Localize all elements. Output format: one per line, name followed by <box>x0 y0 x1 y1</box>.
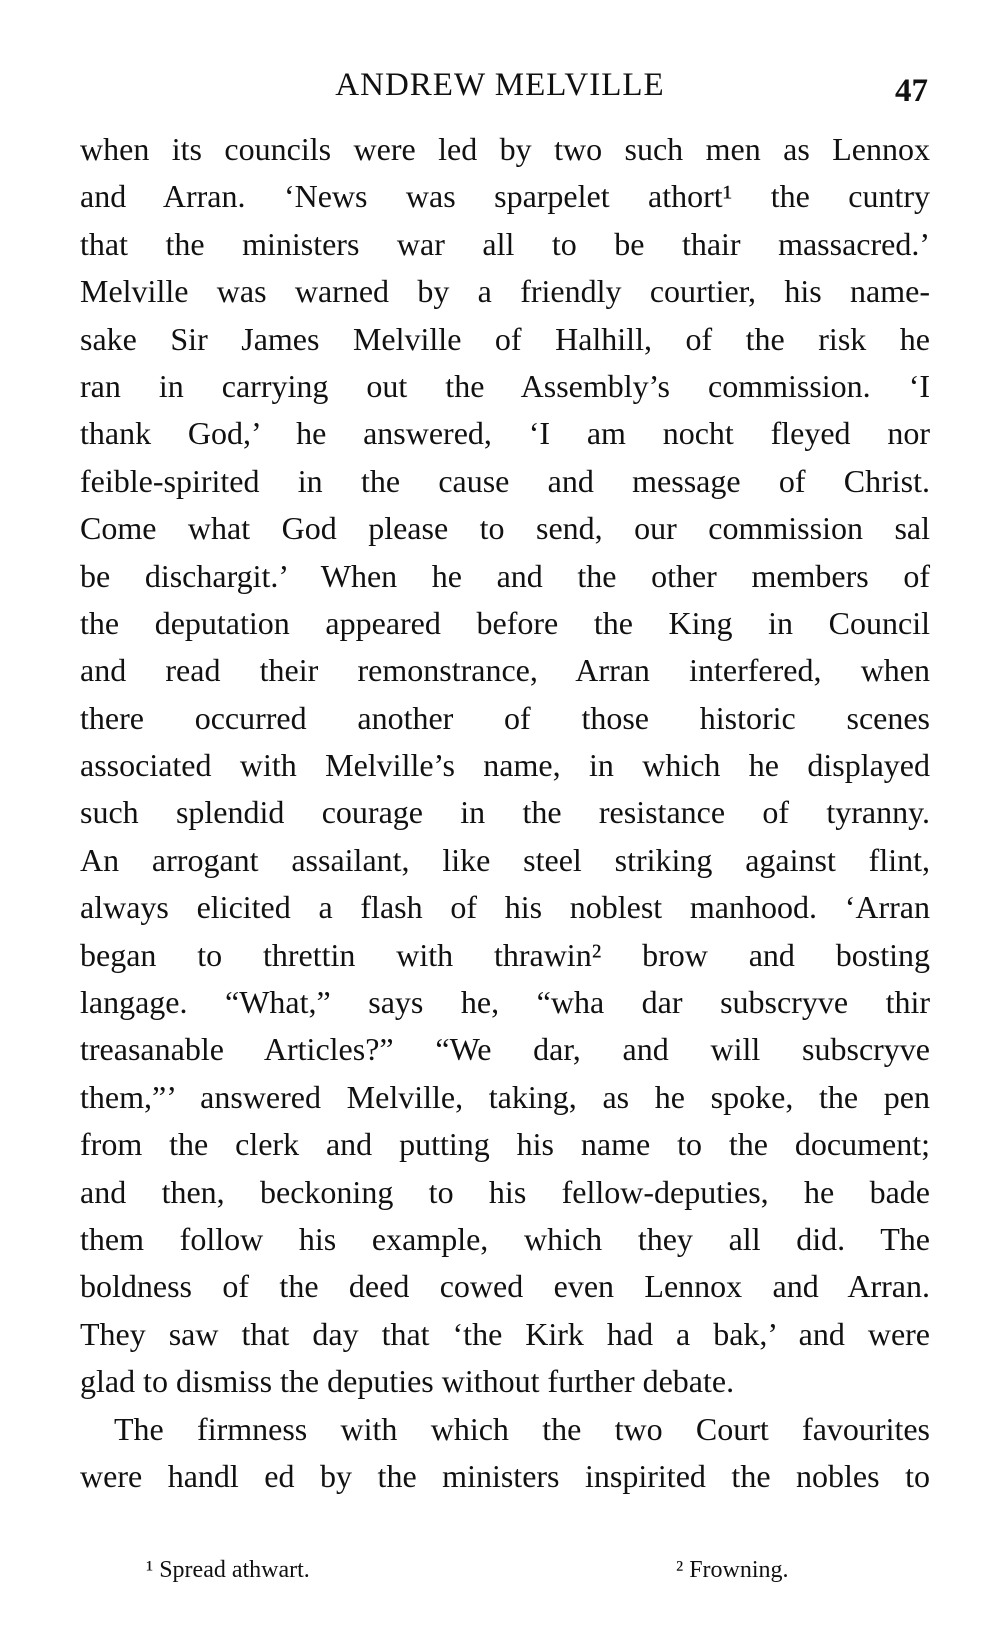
footnote-1: ¹ Spread athwart. <box>146 1557 310 1583</box>
text-line: were handl ed by the ministers inspirited the nobles to <box>80 1457 930 1494</box>
text-line: such splendid courage in the resistance of tyranny. <box>80 794 930 831</box>
text-line: sake Sir James Melville of Halhill, of the risk he <box>80 320 930 357</box>
text-line: the deputation appeared before the King in Council <box>80 604 930 641</box>
text-line: associated with Melville’s name, in which he displayed <box>80 747 930 784</box>
text-line: ran in carrying out the Assembly’s commission. ‘I <box>80 367 930 404</box>
text-line: when its councils were led by two such men as Lennox <box>80 131 930 167</box>
paragraph <box>80 126 930 1406</box>
text-line: them follow his example, which they all did. The <box>80 1220 930 1257</box>
footnotes <box>0 1550 1000 1590</box>
text-line: began to threttin with thrawin² brow and bosting <box>80 936 930 973</box>
page-number: 47 <box>895 73 928 109</box>
text-line: treasanable Articles?” “We dar, and will subscryve <box>80 1031 930 1068</box>
text-line: there occurred another of those historic scenes <box>80 699 930 736</box>
running-title: ANDREW MELVILLE <box>335 67 665 103</box>
footnote-2: ² Frowning. <box>676 1557 789 1583</box>
text-line: and read their remonstrance, Arran interfered, when <box>80 652 930 689</box>
text-line: feible-spirited in the cause and message of Christ. <box>80 462 930 499</box>
text-line: glad to dismiss the deputies without further debate. <box>80 1363 735 1400</box>
text-line: from the clerk and putting his name to the document; <box>80 1126 930 1163</box>
text-line: and Arran. ‘News was sparpelet athort¹ the cuntry <box>80 178 930 215</box>
text-line: be dischargit.’ When he and the other members of <box>80 557 930 594</box>
text-line: Melville was warned by a friendly courtier, his name- <box>80 273 930 310</box>
running-head <box>0 60 1000 110</box>
text-line: and then, beckoning to his fellow-deputies, he bade <box>80 1173 930 1210</box>
text-line: always elicited a flash of his noblest manhood. ‘Arran <box>80 889 930 926</box>
text-line: thank God,’ he answered, ‘I am nocht fleyed nor <box>80 415 930 452</box>
text-line: An arrogant assailant, like steel striking against flint, <box>80 841 930 878</box>
text-line: them,”’ answered Melville, taking, as he spoke, the pen <box>80 1078 930 1115</box>
text-line: The firmness with which the two Court favourites <box>114 1410 930 1447</box>
body-text <box>80 126 930 1500</box>
text-line: They saw that day that ‘the Kirk had a bak,’ and were <box>80 1315 930 1352</box>
text-line: Come what God please to send, our commission sal <box>80 510 930 547</box>
text-line: langage. “What,” says he, “wha dar subscryve thir <box>80 984 930 1021</box>
text-line: boldness of the deed cowed even Lennox and Arran. <box>80 1268 930 1305</box>
text-line: that the ministers war all to be thair massacred.’ <box>80 225 930 262</box>
paragraph <box>80 1406 930 1501</box>
